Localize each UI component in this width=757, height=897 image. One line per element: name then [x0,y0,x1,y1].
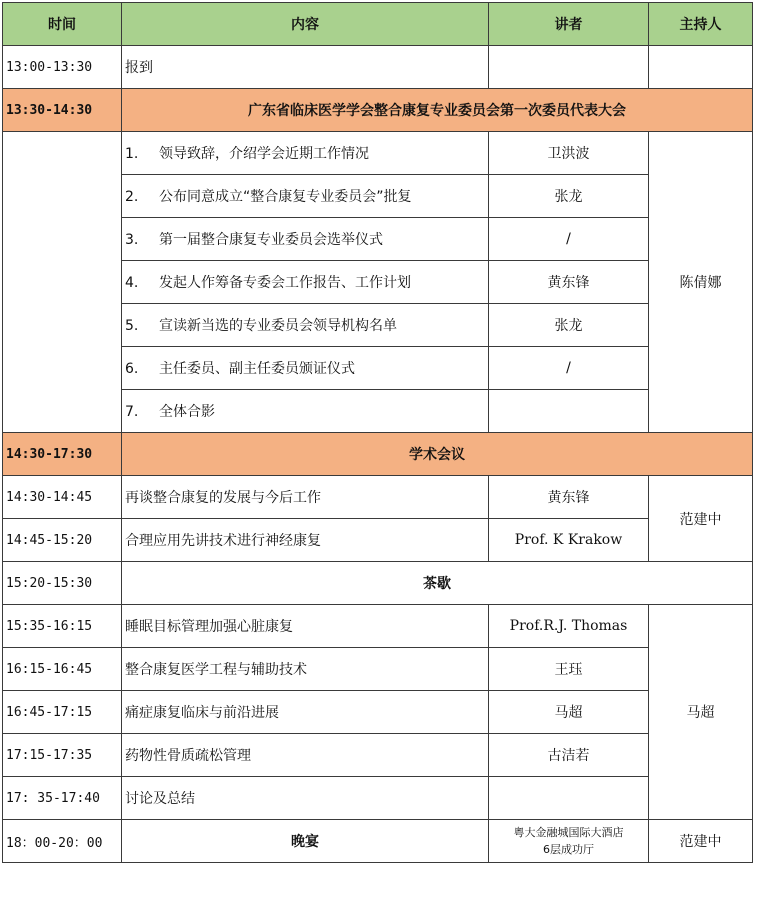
item-text: 领导致辞，介绍学会近期工作情况 [159,146,369,162]
table-row [3,605,753,648]
header-time: 时间 [3,3,122,46]
table-row [3,46,753,89]
section-row [3,89,753,132]
venue-line: 6层成功厅 [543,843,594,856]
header-content: 内容 [122,3,489,46]
table-row [3,691,753,734]
item-text: 宣读新当选的专业委员会领导机构名单 [159,318,397,334]
table-row [3,648,753,691]
dinner-cell: 晚宴 [122,820,489,863]
speaker-cell: 卫洪波 [489,132,649,175]
time-cell: 18：00-20：00 [3,820,122,863]
table-row [3,132,753,175]
time-cell: 16:15-16:45 [3,648,122,691]
speaker-cell: 古洁若 [489,734,649,777]
content-cell: 痛症康复临床与前沿进展 [122,691,489,734]
section-time-cell: 13:30-14:30 [3,89,122,132]
content-cell: 讨论及总结 [122,777,489,820]
section-time-cell: 14:30-17:30 [3,433,122,476]
item-number: 2. [125,189,139,205]
host-cell: 马超 [649,605,753,820]
speaker-cell: 黄东锋 [489,476,649,519]
speaker-cell: 马超 [489,691,649,734]
content-cell: 睡眠目标管理加强心脏康复 [122,605,489,648]
speaker-cell [489,46,649,89]
item-text: 公布同意成立“整合康复专业委员会”批复 [159,189,412,205]
time-cell: 16:45-17:15 [3,691,122,734]
time-cell: 15:35-16:15 [3,605,122,648]
speaker-cell [489,390,649,433]
header-row [3,3,753,46]
table-row [3,777,753,820]
host-cell [649,46,753,89]
section-title: 学术会议 [122,433,753,476]
table-row [3,734,753,777]
venue-cell [489,820,649,863]
speaker-cell: / [489,218,649,261]
table-row [3,820,753,863]
content-cell [122,175,489,218]
content-cell: 合理应用先讲技术进行神经康复 [122,519,489,562]
host-cell: 陈倩娜 [649,132,753,433]
speaker-cell: / [489,347,649,390]
speaker-cell: Prof.R.J. Thomas [489,605,649,648]
host-cell: 范建中 [649,476,753,562]
content-cell: 再谈整合康复的发展与今后工作 [122,476,489,519]
venue-line: 粤大金融城国际大酒店 [513,826,624,839]
time-cell: 17: 35-17:40 [3,777,122,820]
speaker-cell: 王珏 [489,648,649,691]
content-cell [122,261,489,304]
host-cell: 范建中 [649,820,753,863]
speaker-cell: Prof. K Krakow [489,519,649,562]
header-speaker: 讲者 [489,3,649,46]
time-cell: 17:15-17:35 [3,734,122,777]
time-cell: 15:20-15:30 [3,562,122,605]
table-row [3,562,753,605]
content-cell: 药物性骨质疏松管理 [122,734,489,777]
item-text: 第一届整合康复专业委员会选举仪式 [159,232,383,248]
content-cell [122,390,489,433]
content-cell [122,218,489,261]
item-number: 6. [125,361,139,377]
item-text: 主任委员、副主任委员颁证仪式 [159,361,355,377]
content-cell [122,304,489,347]
item-text: 全体合影 [159,404,215,420]
content-cell [122,132,489,175]
item-number: 4. [125,275,139,291]
table-row [3,519,753,562]
item-number: 7. [125,404,139,420]
speaker-cell: 张龙 [489,304,649,347]
header-host: 主持人 [649,3,753,46]
section-row [3,433,753,476]
content-cell: 报到 [122,46,489,89]
item-number: 5. [125,318,139,334]
schedule-table [2,2,753,863]
content-cell [122,347,489,390]
time-cell: 14:30-14:45 [3,476,122,519]
speaker-cell: 张龙 [489,175,649,218]
speaker-cell [489,777,649,820]
item-number: 1. [125,146,139,162]
table-row [3,476,753,519]
content-cell: 整合康复医学工程与辅助技术 [122,648,489,691]
item-number: 3. [125,232,139,248]
item-text: 发起人作筹备专委会工作报告、工作计划 [159,275,411,291]
time-cell: 13:00-13:30 [3,46,122,89]
section-title: 广东省临床医学学会整合康复专业委员会第一次委员代表大会 [122,89,753,132]
speaker-cell: 黄东锋 [489,261,649,304]
time-cell: 14:45-15:20 [3,519,122,562]
time-cell-empty [3,132,122,433]
tea-break-cell: 茶歇 [122,562,753,605]
